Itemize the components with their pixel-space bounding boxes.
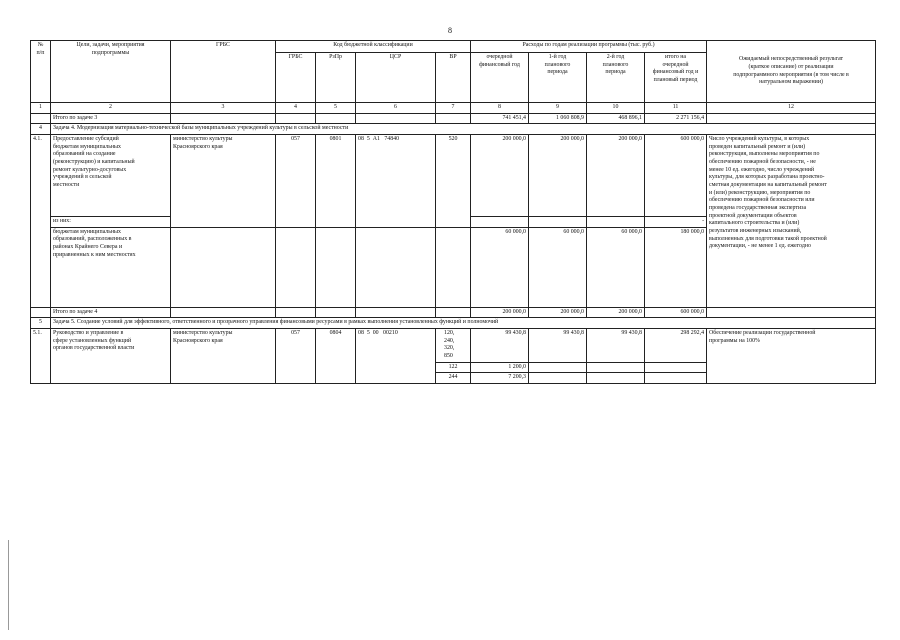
far-north-year1: 60 000,0	[529, 227, 587, 307]
row-5-1-result: Обеспечение реализации государственной программы на 100%	[707, 329, 876, 384]
row-4-1-year2: 200 000,0	[587, 135, 645, 217]
budget-program-table	[30, 40, 876, 384]
row-5-1-year2: 99 430,8	[587, 329, 645, 363]
subheader-rzpr: РзПр	[316, 53, 356, 103]
row-5-1-name: Руководство и управление в сфере установленных функций органов государственной власти	[51, 329, 171, 384]
row-4-1-year1: 200 000,0	[529, 135, 587, 217]
subheader-grbs: ГРБС	[276, 53, 316, 103]
column-number: 4	[276, 103, 316, 114]
column-number: 8	[471, 103, 529, 114]
row-4-1-csr: 08 5 А1 74840	[356, 135, 436, 228]
far-north-year0: 60 000,0	[471, 227, 529, 307]
total-task3-year2: 468 896,1	[587, 113, 645, 124]
row-4-1-rzpr: 0801	[316, 135, 356, 228]
far-north-year2: 60 000,0	[587, 227, 645, 307]
task4-heading-row	[31, 124, 876, 135]
row-5-1-number: 5.1.	[31, 329, 51, 384]
far-north-total: 180 000,0	[645, 227, 707, 307]
subheader-year1: 1-й год планового периода	[529, 53, 587, 103]
total-task3-total: 2 271 156,4	[645, 113, 707, 124]
column-number: 10	[587, 103, 645, 114]
total-task3-row	[31, 113, 876, 124]
task4-title: Задача 4. Модернизация материально-технической базы муниципальных учреждений культуры в сельской местности	[51, 124, 876, 135]
row-4-1-grbs: министерство культуры Красноярского края	[171, 135, 276, 228]
row-5-1	[31, 329, 876, 363]
header-grbs: ГРБС	[171, 41, 276, 103]
row-5-1-grbs: министерство культуры Красноярского края	[171, 329, 276, 384]
header-budget-code: Код бюджетной классификации	[276, 41, 471, 53]
row-4-1-code: 057	[276, 135, 316, 228]
scan-margin-line	[8, 540, 9, 630]
table-header-row	[31, 41, 876, 53]
vr-122-code: 122	[436, 362, 471, 373]
subheader-csr: ЦСР	[356, 53, 436, 103]
of-which-dash: -	[645, 217, 707, 228]
subheader-total: итого на очередной финансовый год и плановый период	[645, 53, 707, 103]
column-number: 12	[707, 103, 876, 114]
row-5-1-csr: 08 5 00 00210	[356, 329, 436, 384]
total-task3-year1: 1 060 808,9	[529, 113, 587, 124]
row-5-1-code: 057	[276, 329, 316, 384]
row-4-1	[31, 135, 876, 217]
column-number: 7	[436, 103, 471, 114]
far-north-name: бюджетам муниципальных образований, расположенных в районах Крайнего Севера и приравненных к ним местностях	[51, 227, 171, 307]
of-which-label: из них:	[51, 217, 171, 228]
header-result: Ожидаемый непосредственный результат (краткое описание) от реализации подпрограммного мероприятия (в том числе в натуральном выражении)	[707, 41, 876, 103]
subheader-vr: ВР	[436, 53, 471, 103]
header-number: № п/п	[31, 41, 51, 103]
column-number: 3	[171, 103, 276, 114]
row-4-1-result: Число учреждений культуры, в которых проведен капитальный ремонт и (или) реконструкция, выполнены мероприятия по обеспечению пожарной безопасности, - не менее 10 ед. ежегодно, число учреждений культуры, для которых разработана проектно- сметная документация на капитальный ремонт и (или) реконструкцию, мероприятия по обеспечению пожарной безопасности или проведена государственная экспертиза проектной документации объектов капитального строительства и (или) результатов инженерных изысканий, выполненных для подготовки такой проектной документации, - не менее 1 ед. ежегодно	[707, 135, 876, 308]
row-4-1-vr: 520	[436, 135, 471, 228]
page-number: 8	[448, 26, 452, 35]
vr-244-year0: 7 200,3	[471, 373, 529, 384]
column-number: 1	[31, 103, 51, 114]
total-task4-total: 600 000,0	[645, 307, 707, 318]
total-task4-year0: 200 000,0	[471, 307, 529, 318]
row-5-1-total: 298 292,4	[645, 329, 707, 363]
row-5-1-vr: 120, 240, 320, 850	[436, 329, 471, 363]
row-4-1-total: 600 000,0	[645, 135, 707, 217]
total-task3-year0: 741 451,4	[471, 113, 529, 124]
total-task3-label: Итого по задаче 3	[51, 113, 171, 124]
subheader-year0: очередной финансовый год	[471, 53, 529, 103]
header-goals: Цели, задачи, мероприятия подпрограммы	[51, 41, 171, 103]
vr-122-year0: 1 200,0	[471, 362, 529, 373]
row-4-1-number: 4.1.	[31, 135, 51, 228]
row-4-1-name: Предоставление субсидий бюджетам муниципальных образований на создание (реконструкцию) и капитальный ремонт культурно-досуговых учреждений в сельской местности	[51, 135, 171, 217]
total-task4-year2: 200 000,0	[587, 307, 645, 318]
column-number: 5	[316, 103, 356, 114]
column-number: 6	[356, 103, 436, 114]
total-task4-label: Итого по задаче 4	[51, 307, 171, 318]
header-expenses: Расходы по годам реализации программы (тыс. руб.)	[471, 41, 707, 53]
total-task4-row	[31, 307, 876, 318]
task4-number: 4	[31, 124, 51, 135]
task5-title: Задача 5. Создание условий для эффективного, ответственного и прозрачного управления финансовыми ресурсами в рамках выполнения установленных функций и полномочий	[51, 318, 876, 329]
column-number: 9	[529, 103, 587, 114]
row-5-1-rzpr: 0804	[316, 329, 356, 384]
subheader-year2: 2-й год планового периода	[587, 53, 645, 103]
column-number: 11	[645, 103, 707, 114]
row-5-1-year1: 99 430,8	[529, 329, 587, 363]
row-4-1-year0: 200 000,0	[471, 135, 529, 217]
row-5-1-year0: 99 430,8	[471, 329, 529, 363]
total-task4-year1: 200 000,0	[529, 307, 587, 318]
column-number: 2	[51, 103, 171, 114]
column-number-row	[31, 103, 876, 114]
vr-244-code: 244	[436, 373, 471, 384]
task5-heading-row	[31, 318, 876, 329]
task5-number: 5	[31, 318, 51, 329]
